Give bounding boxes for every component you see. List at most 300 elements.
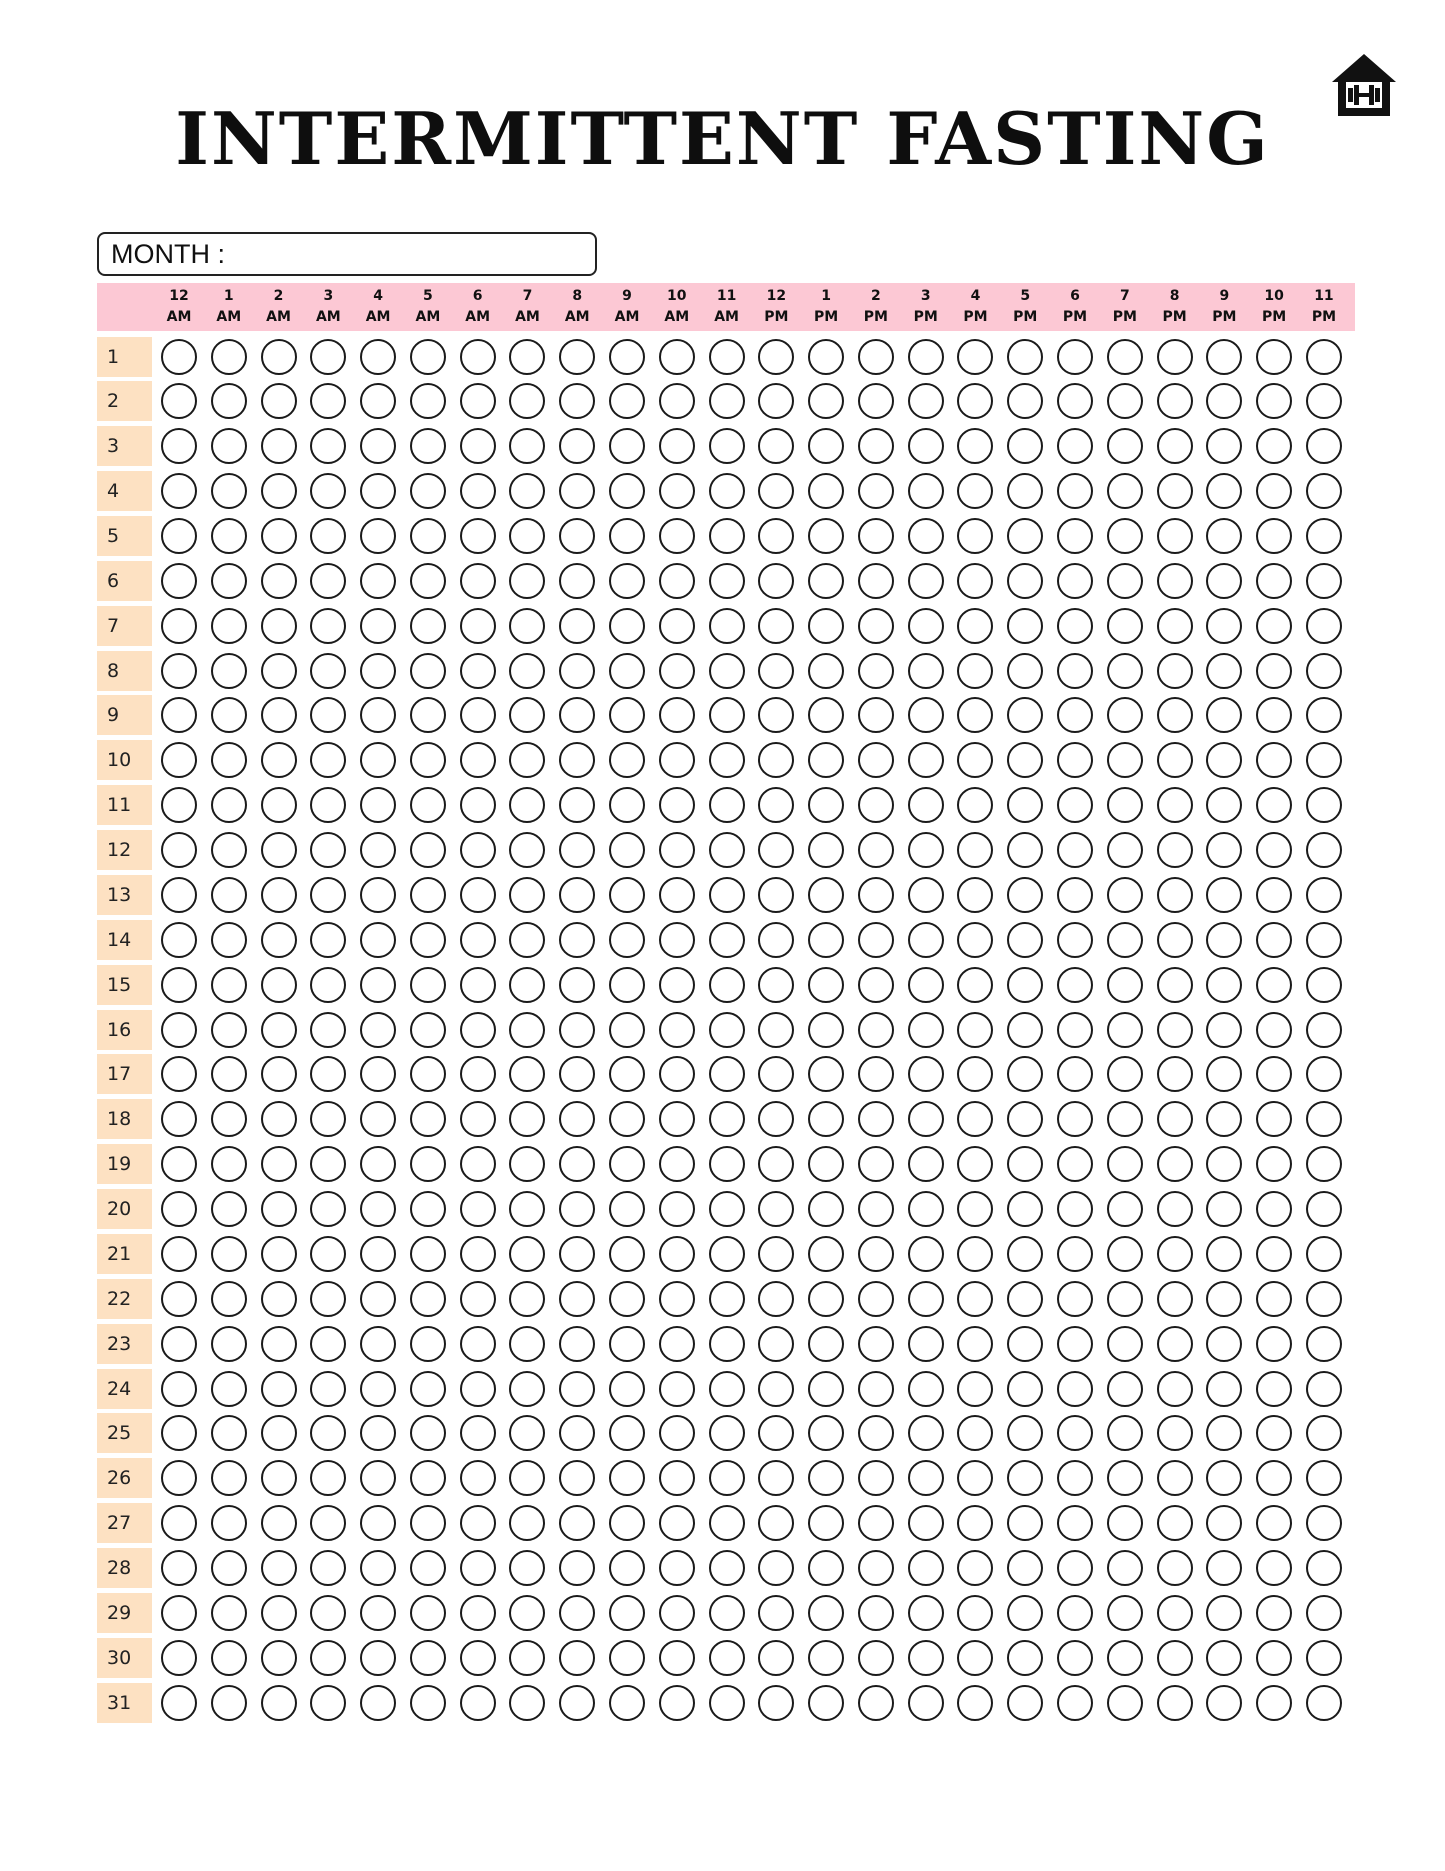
hour-checkbox[interactable] bbox=[161, 1595, 197, 1631]
hour-checkbox[interactable] bbox=[1057, 1281, 1093, 1317]
hour-checkbox[interactable] bbox=[410, 1685, 446, 1721]
hour-checkbox[interactable] bbox=[1306, 653, 1342, 689]
hour-checkbox[interactable] bbox=[609, 428, 645, 464]
hour-checkbox[interactable] bbox=[261, 922, 297, 958]
hour-checkbox[interactable] bbox=[1256, 967, 1292, 1003]
hour-checkbox[interactable] bbox=[808, 742, 844, 778]
hour-checkbox[interactable] bbox=[211, 1056, 247, 1092]
hour-checkbox[interactable] bbox=[360, 518, 396, 554]
hour-checkbox[interactable] bbox=[758, 1281, 794, 1317]
hour-checkbox[interactable] bbox=[1057, 832, 1093, 868]
hour-checkbox[interactable] bbox=[1256, 742, 1292, 778]
hour-checkbox[interactable] bbox=[808, 608, 844, 644]
hour-checkbox[interactable] bbox=[609, 1371, 645, 1407]
hour-checkbox[interactable] bbox=[1306, 428, 1342, 464]
hour-checkbox[interactable] bbox=[659, 742, 695, 778]
hour-checkbox[interactable] bbox=[559, 967, 595, 1003]
hour-checkbox[interactable] bbox=[460, 428, 496, 464]
hour-checkbox[interactable] bbox=[1306, 1685, 1342, 1721]
hour-checkbox[interactable] bbox=[211, 697, 247, 733]
hour-checkbox[interactable] bbox=[858, 653, 894, 689]
hour-checkbox[interactable] bbox=[858, 608, 894, 644]
hour-checkbox[interactable] bbox=[808, 1595, 844, 1631]
hour-checkbox[interactable] bbox=[908, 1101, 944, 1137]
hour-checkbox[interactable] bbox=[858, 1101, 894, 1137]
hour-checkbox[interactable] bbox=[1306, 563, 1342, 599]
hour-checkbox[interactable] bbox=[1157, 653, 1193, 689]
hour-checkbox[interactable] bbox=[659, 832, 695, 868]
hour-checkbox[interactable] bbox=[559, 518, 595, 554]
hour-checkbox[interactable] bbox=[1206, 1685, 1242, 1721]
hour-checkbox[interactable] bbox=[808, 653, 844, 689]
hour-checkbox[interactable] bbox=[1107, 473, 1143, 509]
hour-checkbox[interactable] bbox=[310, 832, 346, 868]
hour-checkbox[interactable] bbox=[709, 832, 745, 868]
hour-checkbox[interactable] bbox=[858, 1595, 894, 1631]
hour-checkbox[interactable] bbox=[1057, 1056, 1093, 1092]
hour-checkbox[interactable] bbox=[908, 1191, 944, 1227]
hour-checkbox[interactable] bbox=[1107, 1281, 1143, 1317]
hour-checkbox[interactable] bbox=[1057, 1101, 1093, 1137]
hour-checkbox[interactable] bbox=[709, 1101, 745, 1137]
hour-checkbox[interactable] bbox=[609, 1640, 645, 1676]
hour-checkbox[interactable] bbox=[1306, 608, 1342, 644]
hour-checkbox[interactable] bbox=[460, 1281, 496, 1317]
hour-checkbox[interactable] bbox=[1057, 697, 1093, 733]
hour-checkbox[interactable] bbox=[509, 653, 545, 689]
hour-checkbox[interactable] bbox=[1107, 428, 1143, 464]
hour-checkbox[interactable] bbox=[709, 1685, 745, 1721]
hour-checkbox[interactable] bbox=[808, 1460, 844, 1496]
hour-checkbox[interactable] bbox=[360, 383, 396, 419]
hour-checkbox[interactable] bbox=[858, 1685, 894, 1721]
hour-checkbox[interactable] bbox=[559, 1281, 595, 1317]
hour-checkbox[interactable] bbox=[908, 653, 944, 689]
hour-checkbox[interactable] bbox=[758, 877, 794, 913]
hour-checkbox[interactable] bbox=[410, 967, 446, 1003]
hour-checkbox[interactable] bbox=[858, 1640, 894, 1676]
hour-checkbox[interactable] bbox=[957, 1460, 993, 1496]
hour-checkbox[interactable] bbox=[1007, 1236, 1043, 1272]
hour-checkbox[interactable] bbox=[709, 1056, 745, 1092]
hour-checkbox[interactable] bbox=[908, 1460, 944, 1496]
hour-checkbox[interactable] bbox=[709, 339, 745, 375]
hour-checkbox[interactable] bbox=[1107, 1415, 1143, 1451]
hour-checkbox[interactable] bbox=[559, 1146, 595, 1182]
hour-checkbox[interactable] bbox=[509, 787, 545, 823]
hour-checkbox[interactable] bbox=[808, 1191, 844, 1227]
hour-checkbox[interactable] bbox=[659, 1056, 695, 1092]
hour-checkbox[interactable] bbox=[1007, 1415, 1043, 1451]
hour-checkbox[interactable] bbox=[1007, 877, 1043, 913]
hour-checkbox[interactable] bbox=[509, 1012, 545, 1048]
hour-checkbox[interactable] bbox=[211, 473, 247, 509]
hour-checkbox[interactable] bbox=[410, 1012, 446, 1048]
hour-checkbox[interactable] bbox=[161, 608, 197, 644]
hour-checkbox[interactable] bbox=[609, 967, 645, 1003]
hour-checkbox[interactable] bbox=[1206, 1236, 1242, 1272]
hour-checkbox[interactable] bbox=[808, 967, 844, 1003]
hour-checkbox[interactable] bbox=[808, 1281, 844, 1317]
hour-checkbox[interactable] bbox=[161, 1012, 197, 1048]
hour-checkbox[interactable] bbox=[410, 1101, 446, 1137]
hour-checkbox[interactable] bbox=[211, 653, 247, 689]
hour-checkbox[interactable] bbox=[908, 967, 944, 1003]
hour-checkbox[interactable] bbox=[460, 653, 496, 689]
hour-checkbox[interactable] bbox=[758, 742, 794, 778]
hour-checkbox[interactable] bbox=[559, 787, 595, 823]
hour-checkbox[interactable] bbox=[908, 1281, 944, 1317]
hour-checkbox[interactable] bbox=[1107, 1146, 1143, 1182]
hour-checkbox[interactable] bbox=[310, 1685, 346, 1721]
hour-checkbox[interactable] bbox=[460, 1236, 496, 1272]
hour-checkbox[interactable] bbox=[659, 1101, 695, 1137]
hour-checkbox[interactable] bbox=[410, 922, 446, 958]
hour-checkbox[interactable] bbox=[559, 1371, 595, 1407]
hour-checkbox[interactable] bbox=[709, 1371, 745, 1407]
hour-checkbox[interactable] bbox=[1157, 787, 1193, 823]
hour-checkbox[interactable] bbox=[161, 1505, 197, 1541]
hour-checkbox[interactable] bbox=[559, 1685, 595, 1721]
hour-checkbox[interactable] bbox=[758, 1056, 794, 1092]
hour-checkbox[interactable] bbox=[1256, 1056, 1292, 1092]
hour-checkbox[interactable] bbox=[1057, 653, 1093, 689]
hour-checkbox[interactable] bbox=[1057, 877, 1093, 913]
hour-checkbox[interactable] bbox=[1206, 967, 1242, 1003]
hour-checkbox[interactable] bbox=[957, 967, 993, 1003]
hour-checkbox[interactable] bbox=[410, 1281, 446, 1317]
hour-checkbox[interactable] bbox=[161, 653, 197, 689]
hour-checkbox[interactable] bbox=[1256, 1505, 1292, 1541]
hour-checkbox[interactable] bbox=[659, 1146, 695, 1182]
hour-checkbox[interactable] bbox=[261, 877, 297, 913]
hour-checkbox[interactable] bbox=[1007, 428, 1043, 464]
hour-checkbox[interactable] bbox=[808, 832, 844, 868]
hour-checkbox[interactable] bbox=[659, 1371, 695, 1407]
hour-checkbox[interactable] bbox=[659, 1236, 695, 1272]
hour-checkbox[interactable] bbox=[1306, 832, 1342, 868]
hour-checkbox[interactable] bbox=[1306, 518, 1342, 554]
hour-checkbox[interactable] bbox=[709, 877, 745, 913]
hour-checkbox[interactable] bbox=[410, 1056, 446, 1092]
hour-checkbox[interactable] bbox=[1107, 697, 1143, 733]
hour-checkbox[interactable] bbox=[410, 1595, 446, 1631]
hour-checkbox[interactable] bbox=[559, 339, 595, 375]
hour-checkbox[interactable] bbox=[1057, 1550, 1093, 1586]
hour-checkbox[interactable] bbox=[758, 1640, 794, 1676]
hour-checkbox[interactable] bbox=[310, 1101, 346, 1137]
hour-checkbox[interactable] bbox=[1057, 339, 1093, 375]
hour-checkbox[interactable] bbox=[957, 383, 993, 419]
hour-checkbox[interactable] bbox=[957, 742, 993, 778]
hour-checkbox[interactable] bbox=[758, 1595, 794, 1631]
hour-checkbox[interactable] bbox=[908, 787, 944, 823]
hour-checkbox[interactable] bbox=[609, 383, 645, 419]
hour-checkbox[interactable] bbox=[410, 608, 446, 644]
hour-checkbox[interactable] bbox=[261, 1685, 297, 1721]
hour-checkbox[interactable] bbox=[261, 1371, 297, 1407]
hour-checkbox[interactable] bbox=[709, 1146, 745, 1182]
hour-checkbox[interactable] bbox=[659, 1595, 695, 1631]
hour-checkbox[interactable] bbox=[410, 1326, 446, 1362]
hour-checkbox[interactable] bbox=[1007, 473, 1043, 509]
hour-checkbox[interactable] bbox=[211, 518, 247, 554]
hour-checkbox[interactable] bbox=[1157, 967, 1193, 1003]
hour-checkbox[interactable] bbox=[659, 1281, 695, 1317]
hour-checkbox[interactable] bbox=[1107, 922, 1143, 958]
hour-checkbox[interactable] bbox=[211, 608, 247, 644]
hour-checkbox[interactable] bbox=[1206, 922, 1242, 958]
hour-checkbox[interactable] bbox=[1206, 428, 1242, 464]
hour-checkbox[interactable] bbox=[360, 1550, 396, 1586]
hour-checkbox[interactable] bbox=[310, 1595, 346, 1631]
hour-checkbox[interactable] bbox=[1157, 1191, 1193, 1227]
hour-checkbox[interactable] bbox=[1107, 518, 1143, 554]
hour-checkbox[interactable] bbox=[410, 1505, 446, 1541]
hour-checkbox[interactable] bbox=[460, 787, 496, 823]
hour-checkbox[interactable] bbox=[410, 1550, 446, 1586]
hour-checkbox[interactable] bbox=[1256, 1281, 1292, 1317]
hour-checkbox[interactable] bbox=[360, 1595, 396, 1631]
hour-checkbox[interactable] bbox=[460, 1595, 496, 1631]
hour-checkbox[interactable] bbox=[460, 742, 496, 778]
hour-checkbox[interactable] bbox=[310, 1415, 346, 1451]
hour-checkbox[interactable] bbox=[310, 608, 346, 644]
hour-checkbox[interactable] bbox=[808, 428, 844, 464]
hour-checkbox[interactable] bbox=[559, 563, 595, 599]
hour-checkbox[interactable] bbox=[808, 1685, 844, 1721]
hour-checkbox[interactable] bbox=[908, 1012, 944, 1048]
hour-checkbox[interactable] bbox=[709, 967, 745, 1003]
hour-checkbox[interactable] bbox=[1007, 1012, 1043, 1048]
hour-checkbox[interactable] bbox=[709, 383, 745, 419]
hour-checkbox[interactable] bbox=[1256, 1685, 1292, 1721]
hour-checkbox[interactable] bbox=[211, 922, 247, 958]
hour-checkbox[interactable] bbox=[559, 1595, 595, 1631]
hour-checkbox[interactable] bbox=[1107, 1505, 1143, 1541]
hour-checkbox[interactable] bbox=[1107, 1595, 1143, 1631]
hour-checkbox[interactable] bbox=[609, 518, 645, 554]
hour-checkbox[interactable] bbox=[659, 922, 695, 958]
hour-checkbox[interactable] bbox=[709, 563, 745, 599]
hour-checkbox[interactable] bbox=[261, 1281, 297, 1317]
hour-checkbox[interactable] bbox=[1007, 742, 1043, 778]
hour-checkbox[interactable] bbox=[559, 1505, 595, 1541]
hour-checkbox[interactable] bbox=[758, 787, 794, 823]
hour-checkbox[interactable] bbox=[1157, 473, 1193, 509]
hour-checkbox[interactable] bbox=[858, 1415, 894, 1451]
hour-checkbox[interactable] bbox=[161, 1236, 197, 1272]
hour-checkbox[interactable] bbox=[360, 1415, 396, 1451]
hour-checkbox[interactable] bbox=[1057, 608, 1093, 644]
hour-checkbox[interactable] bbox=[808, 1415, 844, 1451]
hour-checkbox[interactable] bbox=[758, 1146, 794, 1182]
hour-checkbox[interactable] bbox=[1157, 563, 1193, 599]
hour-checkbox[interactable] bbox=[659, 967, 695, 1003]
hour-checkbox[interactable] bbox=[1306, 1236, 1342, 1272]
hour-checkbox[interactable] bbox=[858, 1550, 894, 1586]
hour-checkbox[interactable] bbox=[161, 1101, 197, 1137]
hour-checkbox[interactable] bbox=[758, 563, 794, 599]
hour-checkbox[interactable] bbox=[460, 1326, 496, 1362]
hour-checkbox[interactable] bbox=[858, 742, 894, 778]
hour-checkbox[interactable] bbox=[609, 1101, 645, 1137]
hour-checkbox[interactable] bbox=[1057, 428, 1093, 464]
hour-checkbox[interactable] bbox=[360, 1326, 396, 1362]
hour-checkbox[interactable] bbox=[758, 1236, 794, 1272]
hour-checkbox[interactable] bbox=[1007, 1191, 1043, 1227]
hour-checkbox[interactable] bbox=[1206, 742, 1242, 778]
hour-checkbox[interactable] bbox=[808, 473, 844, 509]
hour-checkbox[interactable] bbox=[211, 1371, 247, 1407]
hour-checkbox[interactable] bbox=[310, 697, 346, 733]
hour-checkbox[interactable] bbox=[908, 832, 944, 868]
hour-checkbox[interactable] bbox=[161, 1685, 197, 1721]
hour-checkbox[interactable] bbox=[509, 1326, 545, 1362]
hour-checkbox[interactable] bbox=[1206, 1012, 1242, 1048]
hour-checkbox[interactable] bbox=[509, 428, 545, 464]
hour-checkbox[interactable] bbox=[808, 1326, 844, 1362]
hour-checkbox[interactable] bbox=[559, 383, 595, 419]
hour-checkbox[interactable] bbox=[559, 473, 595, 509]
hour-checkbox[interactable] bbox=[1206, 1146, 1242, 1182]
hour-checkbox[interactable] bbox=[808, 1236, 844, 1272]
hour-checkbox[interactable] bbox=[360, 787, 396, 823]
hour-checkbox[interactable] bbox=[1157, 1595, 1193, 1631]
hour-checkbox[interactable] bbox=[957, 1595, 993, 1631]
hour-checkbox[interactable] bbox=[410, 1415, 446, 1451]
hour-checkbox[interactable] bbox=[161, 922, 197, 958]
hour-checkbox[interactable] bbox=[1256, 608, 1292, 644]
hour-checkbox[interactable] bbox=[1206, 832, 1242, 868]
hour-checkbox[interactable] bbox=[310, 473, 346, 509]
hour-checkbox[interactable] bbox=[360, 1505, 396, 1541]
hour-checkbox[interactable] bbox=[858, 877, 894, 913]
hour-checkbox[interactable] bbox=[1107, 1191, 1143, 1227]
hour-checkbox[interactable] bbox=[758, 428, 794, 464]
hour-checkbox[interactable] bbox=[460, 922, 496, 958]
hour-checkbox[interactable] bbox=[509, 518, 545, 554]
hour-checkbox[interactable] bbox=[908, 383, 944, 419]
hour-checkbox[interactable] bbox=[410, 518, 446, 554]
hour-checkbox[interactable] bbox=[709, 1595, 745, 1631]
hour-checkbox[interactable] bbox=[1157, 1281, 1193, 1317]
hour-checkbox[interactable] bbox=[1107, 1056, 1143, 1092]
hour-checkbox[interactable] bbox=[310, 428, 346, 464]
hour-checkbox[interactable] bbox=[360, 742, 396, 778]
hour-checkbox[interactable] bbox=[609, 1191, 645, 1227]
hour-checkbox[interactable] bbox=[360, 339, 396, 375]
hour-checkbox[interactable] bbox=[1306, 383, 1342, 419]
hour-checkbox[interactable] bbox=[957, 832, 993, 868]
hour-checkbox[interactable] bbox=[460, 877, 496, 913]
hour-checkbox[interactable] bbox=[161, 518, 197, 554]
hour-checkbox[interactable] bbox=[1306, 1460, 1342, 1496]
hour-checkbox[interactable] bbox=[758, 653, 794, 689]
hour-checkbox[interactable] bbox=[211, 1101, 247, 1137]
hour-checkbox[interactable] bbox=[509, 1505, 545, 1541]
hour-checkbox[interactable] bbox=[1206, 787, 1242, 823]
hour-checkbox[interactable] bbox=[659, 1415, 695, 1451]
hour-checkbox[interactable] bbox=[858, 832, 894, 868]
hour-checkbox[interactable] bbox=[1206, 1056, 1242, 1092]
hour-checkbox[interactable] bbox=[310, 518, 346, 554]
hour-checkbox[interactable] bbox=[1057, 1012, 1093, 1048]
hour-checkbox[interactable] bbox=[310, 967, 346, 1003]
hour-checkbox[interactable] bbox=[211, 1595, 247, 1631]
hour-checkbox[interactable] bbox=[310, 1326, 346, 1362]
hour-checkbox[interactable] bbox=[1206, 383, 1242, 419]
hour-checkbox[interactable] bbox=[659, 339, 695, 375]
hour-checkbox[interactable] bbox=[360, 473, 396, 509]
hour-checkbox[interactable] bbox=[1306, 922, 1342, 958]
hour-checkbox[interactable] bbox=[1157, 1326, 1193, 1362]
hour-checkbox[interactable] bbox=[161, 1415, 197, 1451]
month-field[interactable] bbox=[97, 232, 597, 276]
hour-checkbox[interactable] bbox=[360, 877, 396, 913]
hour-checkbox[interactable] bbox=[1206, 653, 1242, 689]
hour-checkbox[interactable] bbox=[1256, 473, 1292, 509]
hour-checkbox[interactable] bbox=[1057, 1146, 1093, 1182]
hour-checkbox[interactable] bbox=[211, 742, 247, 778]
hour-checkbox[interactable] bbox=[1206, 608, 1242, 644]
hour-checkbox[interactable] bbox=[509, 563, 545, 599]
hour-checkbox[interactable] bbox=[609, 742, 645, 778]
hour-checkbox[interactable] bbox=[310, 1146, 346, 1182]
hour-checkbox[interactable] bbox=[410, 1146, 446, 1182]
hour-checkbox[interactable] bbox=[1107, 1685, 1143, 1721]
hour-checkbox[interactable] bbox=[1007, 1595, 1043, 1631]
hour-checkbox[interactable] bbox=[261, 787, 297, 823]
hour-checkbox[interactable] bbox=[957, 563, 993, 599]
hour-checkbox[interactable] bbox=[709, 1550, 745, 1586]
hour-checkbox[interactable] bbox=[1057, 1640, 1093, 1676]
hour-checkbox[interactable] bbox=[1057, 1371, 1093, 1407]
hour-checkbox[interactable] bbox=[360, 1281, 396, 1317]
hour-checkbox[interactable] bbox=[261, 608, 297, 644]
hour-checkbox[interactable] bbox=[261, 563, 297, 599]
hour-checkbox[interactable] bbox=[1057, 1236, 1093, 1272]
hour-checkbox[interactable] bbox=[211, 383, 247, 419]
hour-checkbox[interactable] bbox=[908, 428, 944, 464]
hour-checkbox[interactable] bbox=[858, 428, 894, 464]
hour-checkbox[interactable] bbox=[758, 608, 794, 644]
hour-checkbox[interactable] bbox=[808, 1371, 844, 1407]
hour-checkbox[interactable] bbox=[1107, 563, 1143, 599]
hour-checkbox[interactable] bbox=[559, 1415, 595, 1451]
hour-checkbox[interactable] bbox=[460, 1685, 496, 1721]
hour-checkbox[interactable] bbox=[410, 1191, 446, 1227]
hour-checkbox[interactable] bbox=[1107, 1550, 1143, 1586]
hour-checkbox[interactable] bbox=[1256, 1101, 1292, 1137]
hour-checkbox[interactable] bbox=[908, 922, 944, 958]
hour-checkbox[interactable] bbox=[709, 428, 745, 464]
hour-checkbox[interactable] bbox=[1157, 428, 1193, 464]
hour-checkbox[interactable] bbox=[908, 563, 944, 599]
hour-checkbox[interactable] bbox=[858, 1326, 894, 1362]
hour-checkbox[interactable] bbox=[559, 1460, 595, 1496]
hour-checkbox[interactable] bbox=[1057, 563, 1093, 599]
hour-checkbox[interactable] bbox=[161, 742, 197, 778]
hour-checkbox[interactable] bbox=[808, 1056, 844, 1092]
hour-checkbox[interactable] bbox=[460, 1101, 496, 1137]
hour-checkbox[interactable] bbox=[410, 1460, 446, 1496]
hour-checkbox[interactable] bbox=[1107, 608, 1143, 644]
hour-checkbox[interactable] bbox=[1107, 653, 1143, 689]
hour-checkbox[interactable] bbox=[1057, 787, 1093, 823]
hour-checkbox[interactable] bbox=[1007, 787, 1043, 823]
hour-checkbox[interactable] bbox=[1206, 1550, 1242, 1586]
